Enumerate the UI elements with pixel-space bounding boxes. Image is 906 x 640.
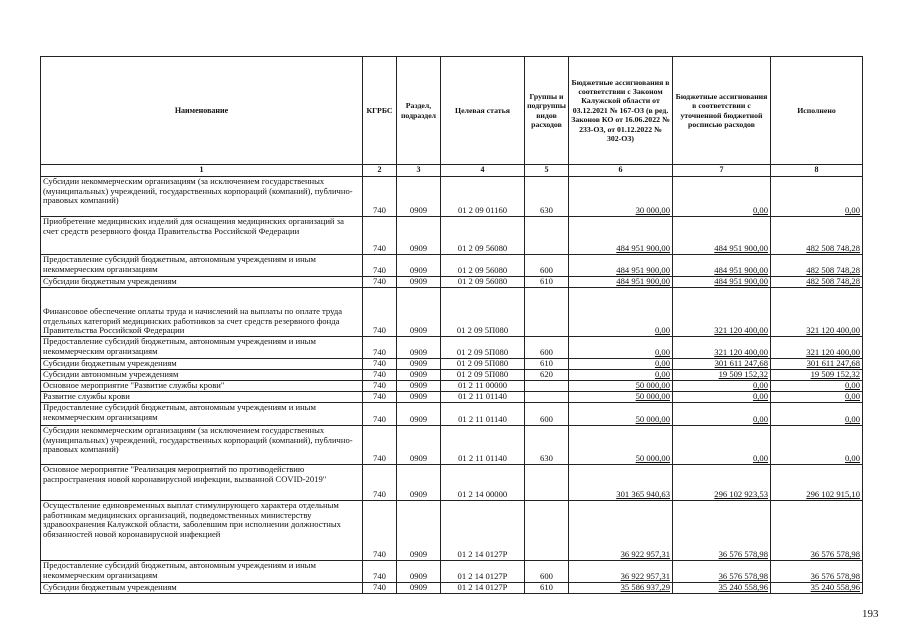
column-number: 5 [525,165,569,177]
row-group [525,465,569,501]
header-target: Целевая статья [441,57,525,165]
table-row [41,370,863,381]
row-law-amount: 0,00 [569,359,673,370]
row-kgrbs: 740 [363,277,397,288]
row-refined-amount: 321 120 400,00 [673,288,771,337]
row-kgrbs: 740 [363,583,397,594]
row-section: 0909 [397,337,441,359]
row-group: 630 [525,177,569,217]
row-section: 0909 [397,561,441,583]
row-law-amount: 36 922 957,31 [569,501,673,561]
row-name: Осуществление единовременных выплат стимулирующего характера отдельным работникам медицинских организаций, подведомственных министерству здравоохранения Калужской области, заболевшим при исполнении должностных обязанностей новой коронавирусной инфекцией [41,501,363,561]
row-group: 600 [525,255,569,277]
row-law-amount: 484 951 900,00 [569,277,673,288]
page-number: 193 [862,608,879,620]
table-row [41,177,863,217]
row-target: 01 2 14 0127Р [441,561,525,583]
row-group: 630 [525,426,569,465]
header-executed: Исполнено [771,57,863,165]
row-name: Предоставление субсидий бюджетным, автономным учреждениям и иным некоммерческим организациям [41,337,363,359]
table-row [41,337,863,359]
row-law-amount: 0,00 [569,288,673,337]
row-executed-amount: 321 120 400,00 [771,288,863,337]
row-refined-amount: 296 102 923,53 [673,465,771,501]
row-law-amount: 484 951 900,00 [569,255,673,277]
budget-table-sheet [40,56,862,594]
row-group: 610 [525,583,569,594]
table-row [41,277,863,288]
column-number: 2 [363,165,397,177]
table-row [41,359,863,370]
row-target: 01 2 09 5П080 [441,337,525,359]
header-law-assignments: Бюджетные ассигнования в соответствии с Законом Калужской области от 03.12.2021 № 167-ОЗ (в ред. Законов КО от 16.06.2022 № 233-ОЗ, от 01.12.2022 № 302-ОЗ) [569,57,673,165]
row-refined-amount: 301 611 247,68 [673,359,771,370]
row-group [525,217,569,255]
row-section: 0909 [397,381,441,392]
row-section: 0909 [397,465,441,501]
header-kgrbs: КГРБС [363,57,397,165]
row-kgrbs: 740 [363,217,397,255]
row-group: 600 [525,561,569,583]
row-target: 01 2 09 5П080 [441,359,525,370]
row-target: 01 2 09 56080 [441,277,525,288]
row-group: 610 [525,277,569,288]
row-section: 0909 [397,370,441,381]
row-executed-amount: 296 102 915,10 [771,465,863,501]
row-law-amount: 484 951 900,00 [569,217,673,255]
row-law-amount: 50 000,00 [569,392,673,403]
row-name: Основное мероприятие "Развитие службы крови" [41,381,363,392]
row-executed-amount: 0,00 [771,403,863,426]
row-section: 0909 [397,426,441,465]
row-group [525,288,569,337]
row-name: Приобретение медицинских изделий для оснащения медицинских организаций за счет средств резервного фонда Правительства Российской Федерации [41,217,363,255]
row-kgrbs: 740 [363,426,397,465]
row-refined-amount: 321 120 400,00 [673,337,771,359]
row-target: 01 2 09 5П080 [441,370,525,381]
row-executed-amount: 36 576 578,98 [771,501,863,561]
row-kgrbs: 740 [363,381,397,392]
column-number: 6 [569,165,673,177]
row-executed-amount: 0,00 [771,381,863,392]
row-refined-amount: 484 951 900,00 [673,277,771,288]
table-row [41,392,863,403]
header-refined-assignments: Бюджетные ассигнования в соответствии с уточненной бюджетной росписью расходов [673,57,771,165]
row-name: Субсидии бюджетным учреждениям [41,359,363,370]
row-target: 01 2 11 01140 [441,403,525,426]
row-executed-amount: 321 120 400,00 [771,337,863,359]
column-number: 8 [771,165,863,177]
row-law-amount: 36 922 957,31 [569,561,673,583]
row-executed-amount: 482 508 748,28 [771,277,863,288]
row-refined-amount: 19 509 152,32 [673,370,771,381]
row-kgrbs: 740 [363,561,397,583]
table-row [41,255,863,277]
row-executed-amount: 36 576 578,98 [771,561,863,583]
table-row [41,426,863,465]
row-section: 0909 [397,583,441,594]
row-group [525,392,569,403]
row-name: Предоставление субсидий бюджетным, автономным учреждениям и иным некоммерческим организациям [41,561,363,583]
row-section: 0909 [397,255,441,277]
row-section: 0909 [397,501,441,561]
row-law-amount: 50 000,00 [569,403,673,426]
row-name: Предоставление субсидий бюджетным, автономным учреждениям и иным некоммерческим организациям [41,403,363,426]
table-row [41,583,863,594]
row-refined-amount: 36 576 578,98 [673,561,771,583]
header-name: Наименование [41,57,363,165]
row-refined-amount: 0,00 [673,403,771,426]
row-name: Субсидии бюджетным учреждениям [41,583,363,594]
row-kgrbs: 740 [363,337,397,359]
row-law-amount: 0,00 [569,337,673,359]
table-row [41,465,863,501]
row-name: Развитие службы крови [41,392,363,403]
row-group: 620 [525,370,569,381]
table-row [41,217,863,255]
row-executed-amount: 482 508 748,28 [771,255,863,277]
row-kgrbs: 740 [363,370,397,381]
row-law-amount: 35 586 937,29 [569,583,673,594]
row-executed-amount: 0,00 [771,392,863,403]
row-executed-amount: 19 509 152,32 [771,370,863,381]
row-section: 0909 [397,177,441,217]
row-refined-amount: 0,00 [673,426,771,465]
row-target: 01 2 09 56080 [441,217,525,255]
row-target: 01 2 09 56080 [441,255,525,277]
header-section: Раздел, подраздел [397,57,441,165]
row-group [525,501,569,561]
row-section: 0909 [397,359,441,370]
column-number: 3 [397,165,441,177]
row-kgrbs: 740 [363,177,397,217]
row-name: Субсидии некоммерческим организациям (за исключением государственных (муниципальных) учреждений, государственных корпораций (компаний), публично-правовых компаний) [41,177,363,217]
row-kgrbs: 740 [363,465,397,501]
row-refined-amount: 0,00 [673,177,771,217]
row-target: 01 2 14 00000 [441,465,525,501]
row-target: 01 2 11 01140 [441,426,525,465]
row-executed-amount: 0,00 [771,426,863,465]
row-name: Субсидии некоммерческим организациям (за исключением государственных (муниципальных) учреждений, государственных корпораций (компаний), публично-правовых компаний) [41,426,363,465]
row-kgrbs: 740 [363,255,397,277]
row-section: 0909 [397,217,441,255]
row-name: Предоставление субсидий бюджетным, автономным учреждениям и иным некоммерческим организациям [41,255,363,277]
row-target: 01 2 09 01160 [441,177,525,217]
row-section: 0909 [397,277,441,288]
row-kgrbs: 740 [363,359,397,370]
row-group: 600 [525,337,569,359]
row-target: 01 2 09 5П080 [441,288,525,337]
row-kgrbs: 740 [363,392,397,403]
row-target: 01 2 14 0127Р [441,501,525,561]
table-row [41,381,863,392]
column-number-row [41,165,863,177]
row-kgrbs: 740 [363,403,397,426]
row-law-amount: 30 000,00 [569,177,673,217]
row-name: Субсидии бюджетным учреждениям [41,277,363,288]
row-kgrbs: 740 [363,288,397,337]
row-target: 01 2 11 01140 [441,392,525,403]
row-section: 0909 [397,392,441,403]
table-row [41,403,863,426]
row-executed-amount: 301 611 247,68 [771,359,863,370]
row-kgrbs: 740 [363,501,397,561]
row-refined-amount: 36 576 578,98 [673,501,771,561]
budget-table [40,56,863,594]
column-number: 1 [41,165,363,177]
row-name: Субсидии автономным учреждениям [41,370,363,381]
row-executed-amount: 482 508 748,28 [771,217,863,255]
column-number: 4 [441,165,525,177]
table-row [41,288,863,337]
row-section: 0909 [397,288,441,337]
header-row [41,57,863,165]
row-group: 610 [525,359,569,370]
row-executed-amount: 35 240 558,96 [771,583,863,594]
row-refined-amount: 0,00 [673,392,771,403]
row-name: Основное мероприятие "Реализация мероприятий по противодействию распространения новой коронавирусной инфекции, вызванной COVID-2019" [41,465,363,501]
table-row [41,561,863,583]
row-law-amount: 50 000,00 [569,381,673,392]
row-law-amount: 0,00 [569,370,673,381]
row-section: 0909 [397,403,441,426]
row-target: 01 2 11 00000 [441,381,525,392]
header-group: Группы и подгруппы видов расходов [525,57,569,165]
row-law-amount: 50 000,00 [569,426,673,465]
row-group: 600 [525,403,569,426]
row-name: Финансовое обеспечение оплаты труда и начислений на выплаты по оплате труда отдельных категорий медицинских работников за счет средств резервного фонда Правительства Российской Федерации [41,288,363,337]
row-executed-amount: 0,00 [771,177,863,217]
row-refined-amount: 35 240 558,96 [673,583,771,594]
column-number: 7 [673,165,771,177]
row-law-amount: 301 365 940,63 [569,465,673,501]
row-target: 01 2 14 0127Р [441,583,525,594]
row-refined-amount: 484 951 900,00 [673,255,771,277]
row-group [525,381,569,392]
row-refined-amount: 0,00 [673,381,771,392]
row-refined-amount: 484 951 900,00 [673,217,771,255]
table-row [41,501,863,561]
